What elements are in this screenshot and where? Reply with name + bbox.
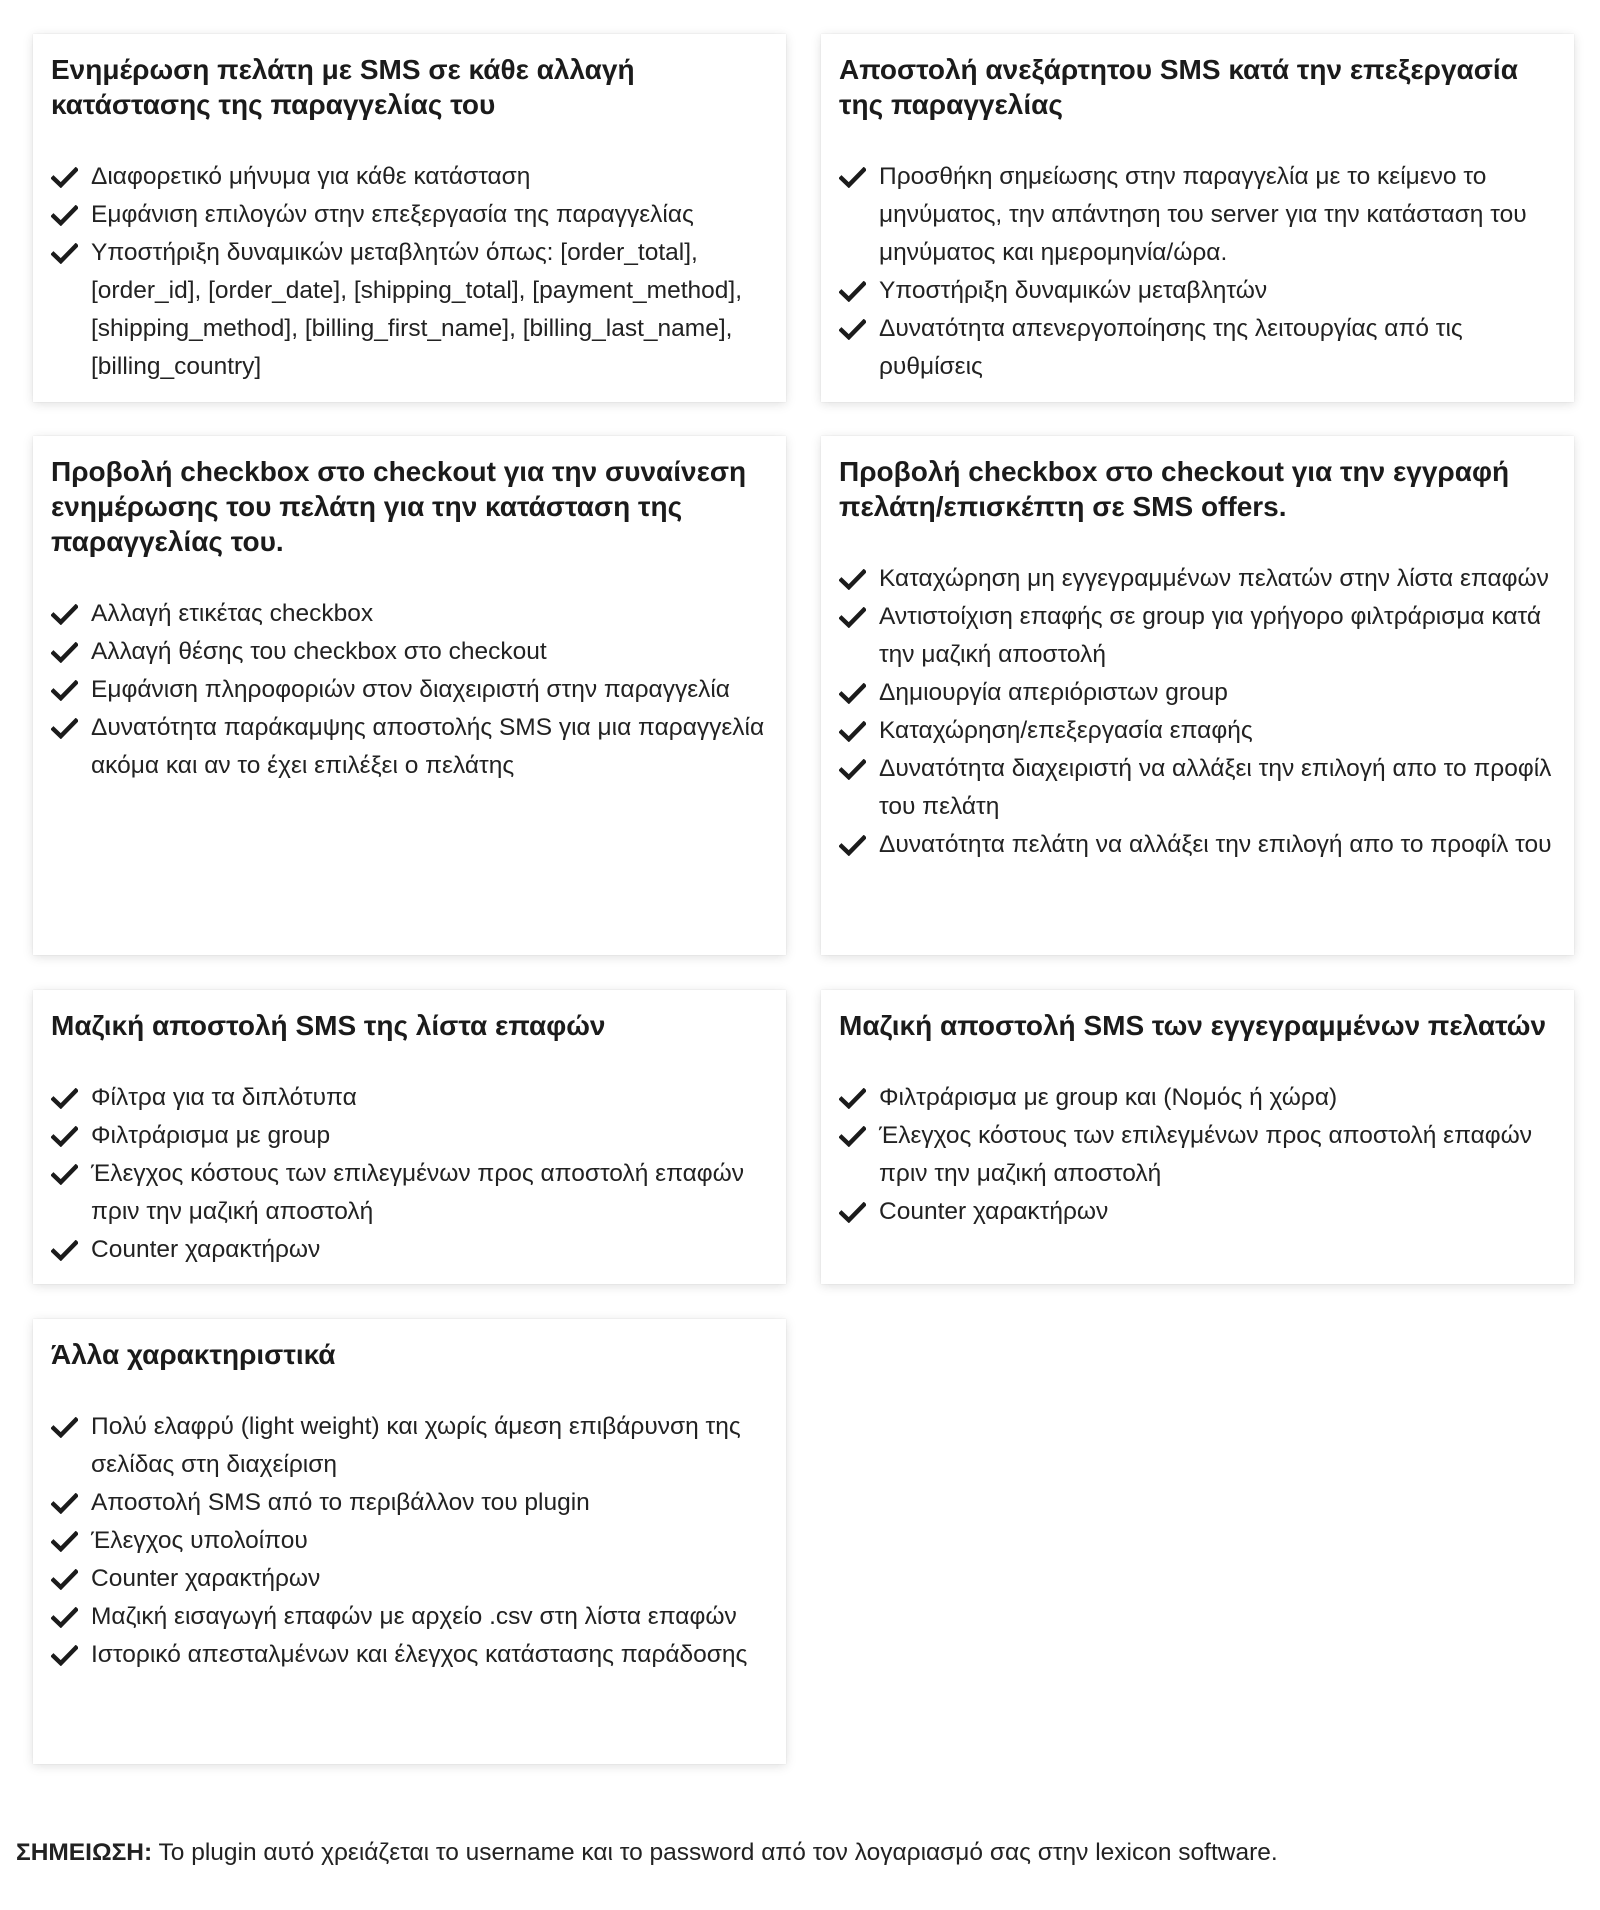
card-title: Μαζική αποστολή SMS των εγγεγραμμένων πελατών (839, 1010, 1547, 1041)
list-item-text: Counter χαρακτήρων (91, 1565, 321, 1592)
list-item (51, 1231, 768, 1269)
list-item (839, 272, 1556, 310)
list-item (51, 1484, 768, 1522)
check-icon (839, 1088, 866, 1109)
list-item-text: Δυνατότητα απενεργοποίησης της λειτουργίας από τις ρυθμίσεις (879, 315, 1463, 380)
list-item (51, 1522, 768, 1560)
feature-card-checkout-consent (33, 436, 786, 955)
check-icon (51, 167, 78, 188)
list-item (839, 712, 1556, 750)
list-item (51, 196, 768, 234)
list-item (51, 633, 768, 671)
list-item (51, 1598, 768, 1636)
note-label: ΣΗΜΕΙΩΣΗ: (16, 1839, 153, 1866)
check-icon (51, 1569, 78, 1590)
list-item (51, 1560, 768, 1598)
list-item (51, 1117, 768, 1155)
check-icon (51, 205, 78, 226)
feature-list (839, 560, 1556, 864)
list-item-text: Αποστολή SMS από το περιβάλλον του plugin (91, 1489, 590, 1516)
list-item (839, 1079, 1556, 1117)
check-icon (51, 1126, 78, 1147)
list-item (839, 598, 1556, 674)
list-item (51, 234, 768, 386)
list-item (51, 671, 768, 709)
card-title: Αποστολή ανεξάρτητου SMS κατά την επεξεργασία της παραγγελίας (839, 54, 1518, 120)
list-item-text: Counter χαρακτήρων (91, 1236, 321, 1263)
list-item-text: Έλεγχος κόστους των επιλεγμένων προς αποστολή επαφών πριν την μαζική αποστολή (91, 1160, 745, 1225)
list-item (839, 310, 1556, 386)
feature-card-other-features (33, 1319, 786, 1764)
feature-card-bulk-sms-customers (821, 990, 1574, 1284)
list-item-text: Δυνατότητα διαχειριστή να αλλάξει την επιλογή απο το προφίλ του πελάτη (879, 755, 1552, 820)
list-item-text: Ιστορικό απεσταλμένων και έλεγχος κατάστασης παράδοσης (91, 1641, 748, 1668)
check-icon (839, 167, 866, 188)
list-item-text: Δυνατότητα πελάτη να αλλάξει την επιλογή απο το προφίλ του (879, 831, 1552, 858)
check-icon (51, 642, 78, 663)
list-item-text: Υποστήριξη δυναμικών μεταβλητών όπως: [order_total], [order_id], [order_date], [shipping_total], [payment_method], [shipping_method], [billing_first_name], [billing_last_name], [billing_country] (91, 239, 743, 380)
check-icon (51, 1240, 78, 1261)
feature-list (51, 595, 768, 785)
list-item-text: Υποστήριξη δυναμικών μεταβλητών (879, 277, 1268, 304)
list-item-text: Αντιστοίχιση επαφής σε group για γρήγορο φιλτράρισμα κατά την μαζική αποστολή (879, 603, 1542, 668)
check-icon (51, 1645, 78, 1666)
list-item-text: Εμφάνιση πληροφοριών στον διαχειριστή στην παραγγελία (91, 676, 730, 703)
list-item-text: Δυνατότητα παράκαμψης αποστολής SMS για μια παραγγελία ακόμα και αν το έχει επιλέξει ο πελάτης (91, 714, 765, 779)
list-item (839, 158, 1556, 272)
list-item-text: Καταχώρηση/επεξεργασία επαφής (879, 717, 1253, 744)
feature-card-independent-sms (821, 34, 1574, 402)
check-icon (839, 683, 866, 704)
check-icon (839, 319, 866, 340)
check-icon (839, 607, 866, 628)
feature-card-order-status-sms (33, 34, 786, 402)
list-item-text: Καταχώρηση μη εγγεγραμμένων πελατών στην λίστα επαφών (879, 565, 1549, 592)
list-item-text: Αλλαγή θέσης του checkbox στο checkout (91, 638, 547, 665)
feature-list (51, 158, 768, 386)
check-icon (839, 569, 866, 590)
list-item (839, 560, 1556, 598)
list-item (51, 1408, 768, 1484)
check-icon (51, 604, 78, 625)
note-text: Το plugin αυτό χρειάζεται το username και το password από τον λογαριασμό σας στην lexicon software. (152, 1839, 1278, 1866)
list-item-text: Counter χαρακτήρων (879, 1198, 1109, 1225)
check-icon (51, 1493, 78, 1514)
check-icon (839, 281, 866, 302)
plugin-note (16, 1836, 1278, 1870)
list-item-text: Προσθήκη σημείωσης στην παραγγελία με το κείμενο το μηνύματος, την απάντηση του server για την κατάσταση του μηνύματος και ημερομηνία/ώρα. (879, 163, 1527, 266)
check-icon (839, 1202, 866, 1223)
check-icon (51, 1164, 78, 1185)
card-title: Ενημέρωση πελάτη με SMS σε κάθε αλλαγή κατάστασης της παραγγελίας του (51, 54, 635, 120)
list-item-text: Μαζική εισαγωγή επαφών με αρχείο .csv στη λίστα επαφών (91, 1603, 737, 1630)
list-item-text: Εμφάνιση επιλογών στην επεξεργασία της παραγγελίας (91, 201, 694, 228)
list-item (839, 750, 1556, 826)
check-icon (839, 1126, 866, 1147)
check-icon (51, 1531, 78, 1552)
card-title: Άλλα χαρακτηριστικά (51, 1339, 336, 1370)
check-icon (839, 759, 866, 780)
list-item (839, 1117, 1556, 1193)
check-icon (51, 1088, 78, 1109)
list-item-text: Δημιουργία απεριόριστων group (879, 679, 1228, 706)
check-icon (51, 680, 78, 701)
list-item (839, 674, 1556, 712)
list-item (51, 1155, 768, 1231)
card-title: Προβολή checkbox στο checkout για την συναίνεση ενημέρωσης του πελάτη για την κατάσταση της παραγγελίας του. (51, 456, 747, 557)
list-item-text: Αλλαγή ετικέτας checkbox (91, 600, 374, 627)
list-item (51, 158, 768, 196)
feature-list (51, 1079, 768, 1269)
list-item-text: Πολύ ελαφρύ (light weight) και χωρίς άμεση επιβάρυνση της σελίδας στη διαχείριση (91, 1413, 741, 1478)
feature-list (51, 1408, 768, 1674)
list-item-text: Έλεγχος κόστους των επιλεγμένων προς αποστολή επαφών πριν την μαζική αποστολή (879, 1122, 1533, 1187)
check-icon (51, 1417, 78, 1438)
list-item (51, 709, 768, 785)
feature-card-sms-offers (821, 436, 1574, 955)
check-icon (51, 718, 78, 739)
check-icon (51, 1607, 78, 1628)
check-icon (839, 835, 866, 856)
card-title: Προβολή checkbox στο checkout για την εγγραφή πελάτη/επισκέπτη σε SMS offers. (839, 456, 1510, 522)
list-item (839, 826, 1556, 864)
list-item (51, 1636, 768, 1674)
feature-card-bulk-sms-contacts (33, 990, 786, 1284)
feature-list (839, 158, 1556, 386)
list-item (839, 1193, 1556, 1231)
list-item-text: Φιλτράρισμα με group και (Νομός ή χώρα) (879, 1084, 1338, 1111)
list-item-text: Διαφορετικό μήνυμα για κάθε κατάσταση (91, 163, 531, 190)
list-item-text: Φιλτράρισμα με group (91, 1122, 331, 1149)
list-item-text: Έλεγχος υπολοίπου (91, 1527, 308, 1554)
check-icon (51, 243, 78, 264)
list-item (51, 1079, 768, 1117)
check-icon (839, 721, 866, 742)
list-item (51, 595, 768, 633)
feature-list (839, 1079, 1556, 1231)
card-title: Μαζική αποστολή SMS της λίστα επαφών (51, 1010, 606, 1041)
list-item-text: Φίλτρα για τα διπλότυπα (91, 1084, 357, 1111)
